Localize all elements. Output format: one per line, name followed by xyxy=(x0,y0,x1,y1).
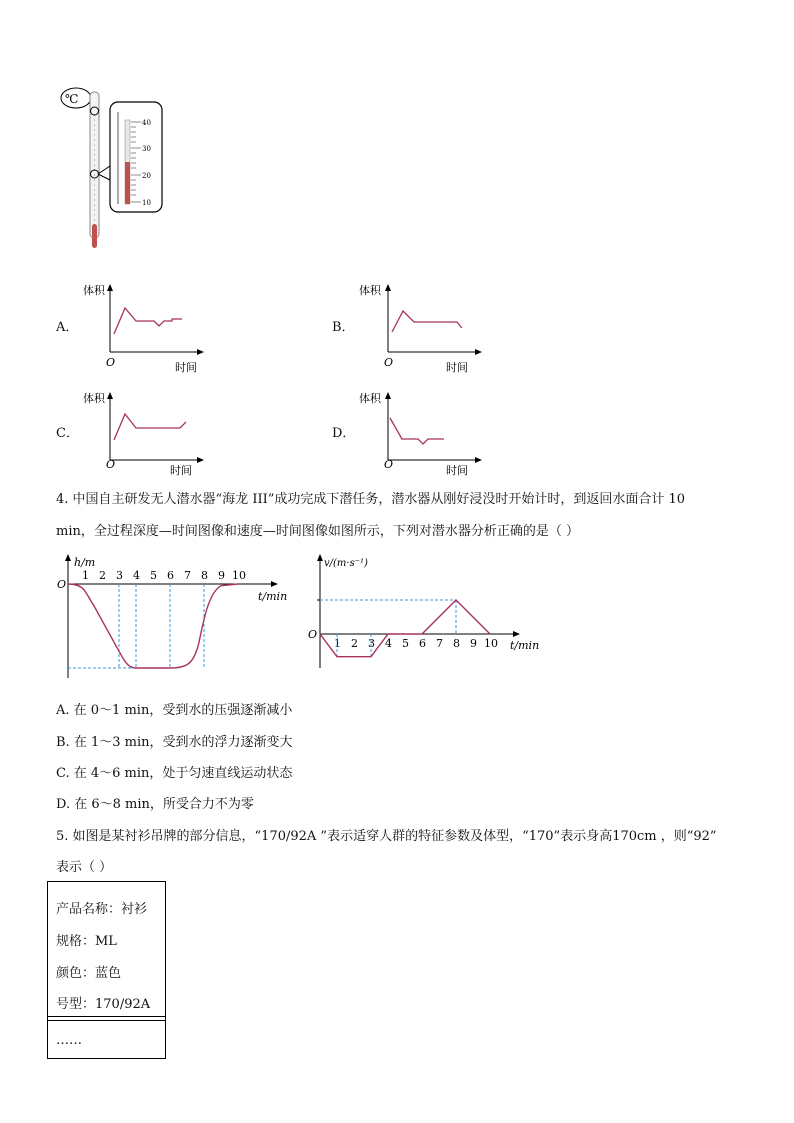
thermo-tick-20: 20 xyxy=(142,172,151,180)
option-d-origin: O xyxy=(384,458,394,471)
option-c-graph xyxy=(80,388,210,483)
question4-option-d: D. 在 6～8 min，所受合力不为零 xyxy=(56,797,254,812)
velocity-x-tick: 3 xyxy=(368,637,375,650)
option-c-ylabel: 体积 xyxy=(83,392,105,405)
option-d-letter: D． xyxy=(332,426,356,441)
velocity-xlabel: t/min xyxy=(510,639,540,652)
thermometer-figure xyxy=(56,84,168,252)
thermo-tick-40: 40 xyxy=(142,119,151,127)
depth-x-tick: 6 xyxy=(167,569,174,582)
tag-more: …… xyxy=(56,1033,82,1048)
question4-option-a: A. 在 0～1 min，受到水的压强逐渐减小 xyxy=(56,703,293,718)
depth-x-tick: 5 xyxy=(150,569,157,582)
thermometer-unit: ℃ xyxy=(65,92,79,106)
tag-spec: 规格：ML xyxy=(56,934,117,949)
tag-product-name: 产品名称：衬衫 xyxy=(56,902,148,917)
velocity-x-tick: 4 xyxy=(385,637,392,650)
option-c-origin: O xyxy=(106,458,116,471)
velocity-x-tick: 10 xyxy=(484,637,498,650)
tag-color: 颜色：蓝色 xyxy=(56,966,122,981)
thermometer-bulb xyxy=(92,224,97,248)
option-d-graph xyxy=(356,388,486,483)
depth-time-chart xyxy=(52,552,292,682)
depth-x-tick: 3 xyxy=(116,569,123,582)
option-a-ylabel: 体积 xyxy=(83,284,105,297)
depth-x-tick: 10 xyxy=(232,569,246,582)
depth-x-tick: 4 xyxy=(133,569,140,582)
option-a-xlabel: 时间 xyxy=(175,361,197,374)
option-b-ylabel: 体积 xyxy=(359,284,381,297)
option-c-letter: C． xyxy=(56,426,79,441)
thermometer-liquid xyxy=(125,162,130,204)
option-b-curve xyxy=(392,311,462,332)
velocity-x-tick: 7 xyxy=(436,637,443,650)
tag-divider-inner xyxy=(48,1020,165,1021)
question5-line2: 表示（ ） xyxy=(56,860,113,875)
velocity-x-tick: 1 xyxy=(334,637,341,650)
option-b-graph xyxy=(356,280,486,375)
velocity-origin: O xyxy=(308,628,318,641)
option-d-xlabel: 时间 xyxy=(446,464,468,477)
velocity-ylabel: v/(m·s⁻¹) xyxy=(324,558,368,569)
depth-x-tick: 9 xyxy=(218,569,225,582)
thermo-tick-30: 30 xyxy=(142,145,151,153)
thermo-tick-10: 10 xyxy=(142,199,151,207)
depth-x-tick: 1 xyxy=(82,569,89,582)
depth-x-tick: 7 xyxy=(184,569,191,582)
velocity-x-tick: 9 xyxy=(470,637,477,650)
depth-xlabel: t/min xyxy=(258,590,288,603)
question4-option-b: B. 在 1～3 min，受到水的浮力逐渐变大 xyxy=(56,735,293,750)
velocity-time-chart xyxy=(304,552,544,677)
velocity-x-tick: 2 xyxy=(351,637,358,650)
depth-series-line xyxy=(68,584,238,668)
question5-line1: 5. 如图是某衬衫吊牌的部分信息，“170/92A ”表示适穿人群的特征参数及体型，“170”表示身高170cm ，则“92” xyxy=(56,829,717,844)
option-d-ylabel: 体积 xyxy=(359,392,381,405)
option-c-xlabel: 时间 xyxy=(170,464,192,477)
depth-x-tick: 2 xyxy=(99,569,106,582)
option-b-xlabel: 时间 xyxy=(446,361,468,374)
shirt-tag xyxy=(47,881,166,1059)
option-b-origin: O xyxy=(384,356,394,369)
option-a-graph xyxy=(80,280,210,375)
option-a-origin: O xyxy=(106,356,116,369)
depth-origin: O xyxy=(57,578,67,591)
option-c-curve xyxy=(114,414,186,440)
option-a-curve xyxy=(114,308,182,334)
velocity-x-tick: 8 xyxy=(453,637,460,650)
question4-line2: min，全过程深度—时间图像和速度—时间图像如图所示，下列对潜水器分析正确的是（ ） xyxy=(56,524,579,539)
question4-option-c: C. 在 4～6 min，处于匀速直线运动状态 xyxy=(56,766,293,781)
velocity-x-tick: 5 xyxy=(402,637,409,650)
velocity-x-tick: 6 xyxy=(419,637,426,650)
question4-line1: 4. 中国自主研发无人潜水器“海龙 III”成功完成下潜任务，潜水器从刚好浸没时开始计时，到返回水面合计 10 xyxy=(56,492,686,507)
option-b-letter: B． xyxy=(332,320,355,335)
option-a-letter: A． xyxy=(56,320,79,335)
depth-ylabel: h/m xyxy=(74,556,96,569)
tag-size: 号型：170/92A xyxy=(56,997,151,1012)
tag-divider xyxy=(48,1016,165,1017)
option-d-curve xyxy=(390,418,444,444)
depth-x-tick: 8 xyxy=(201,569,208,582)
